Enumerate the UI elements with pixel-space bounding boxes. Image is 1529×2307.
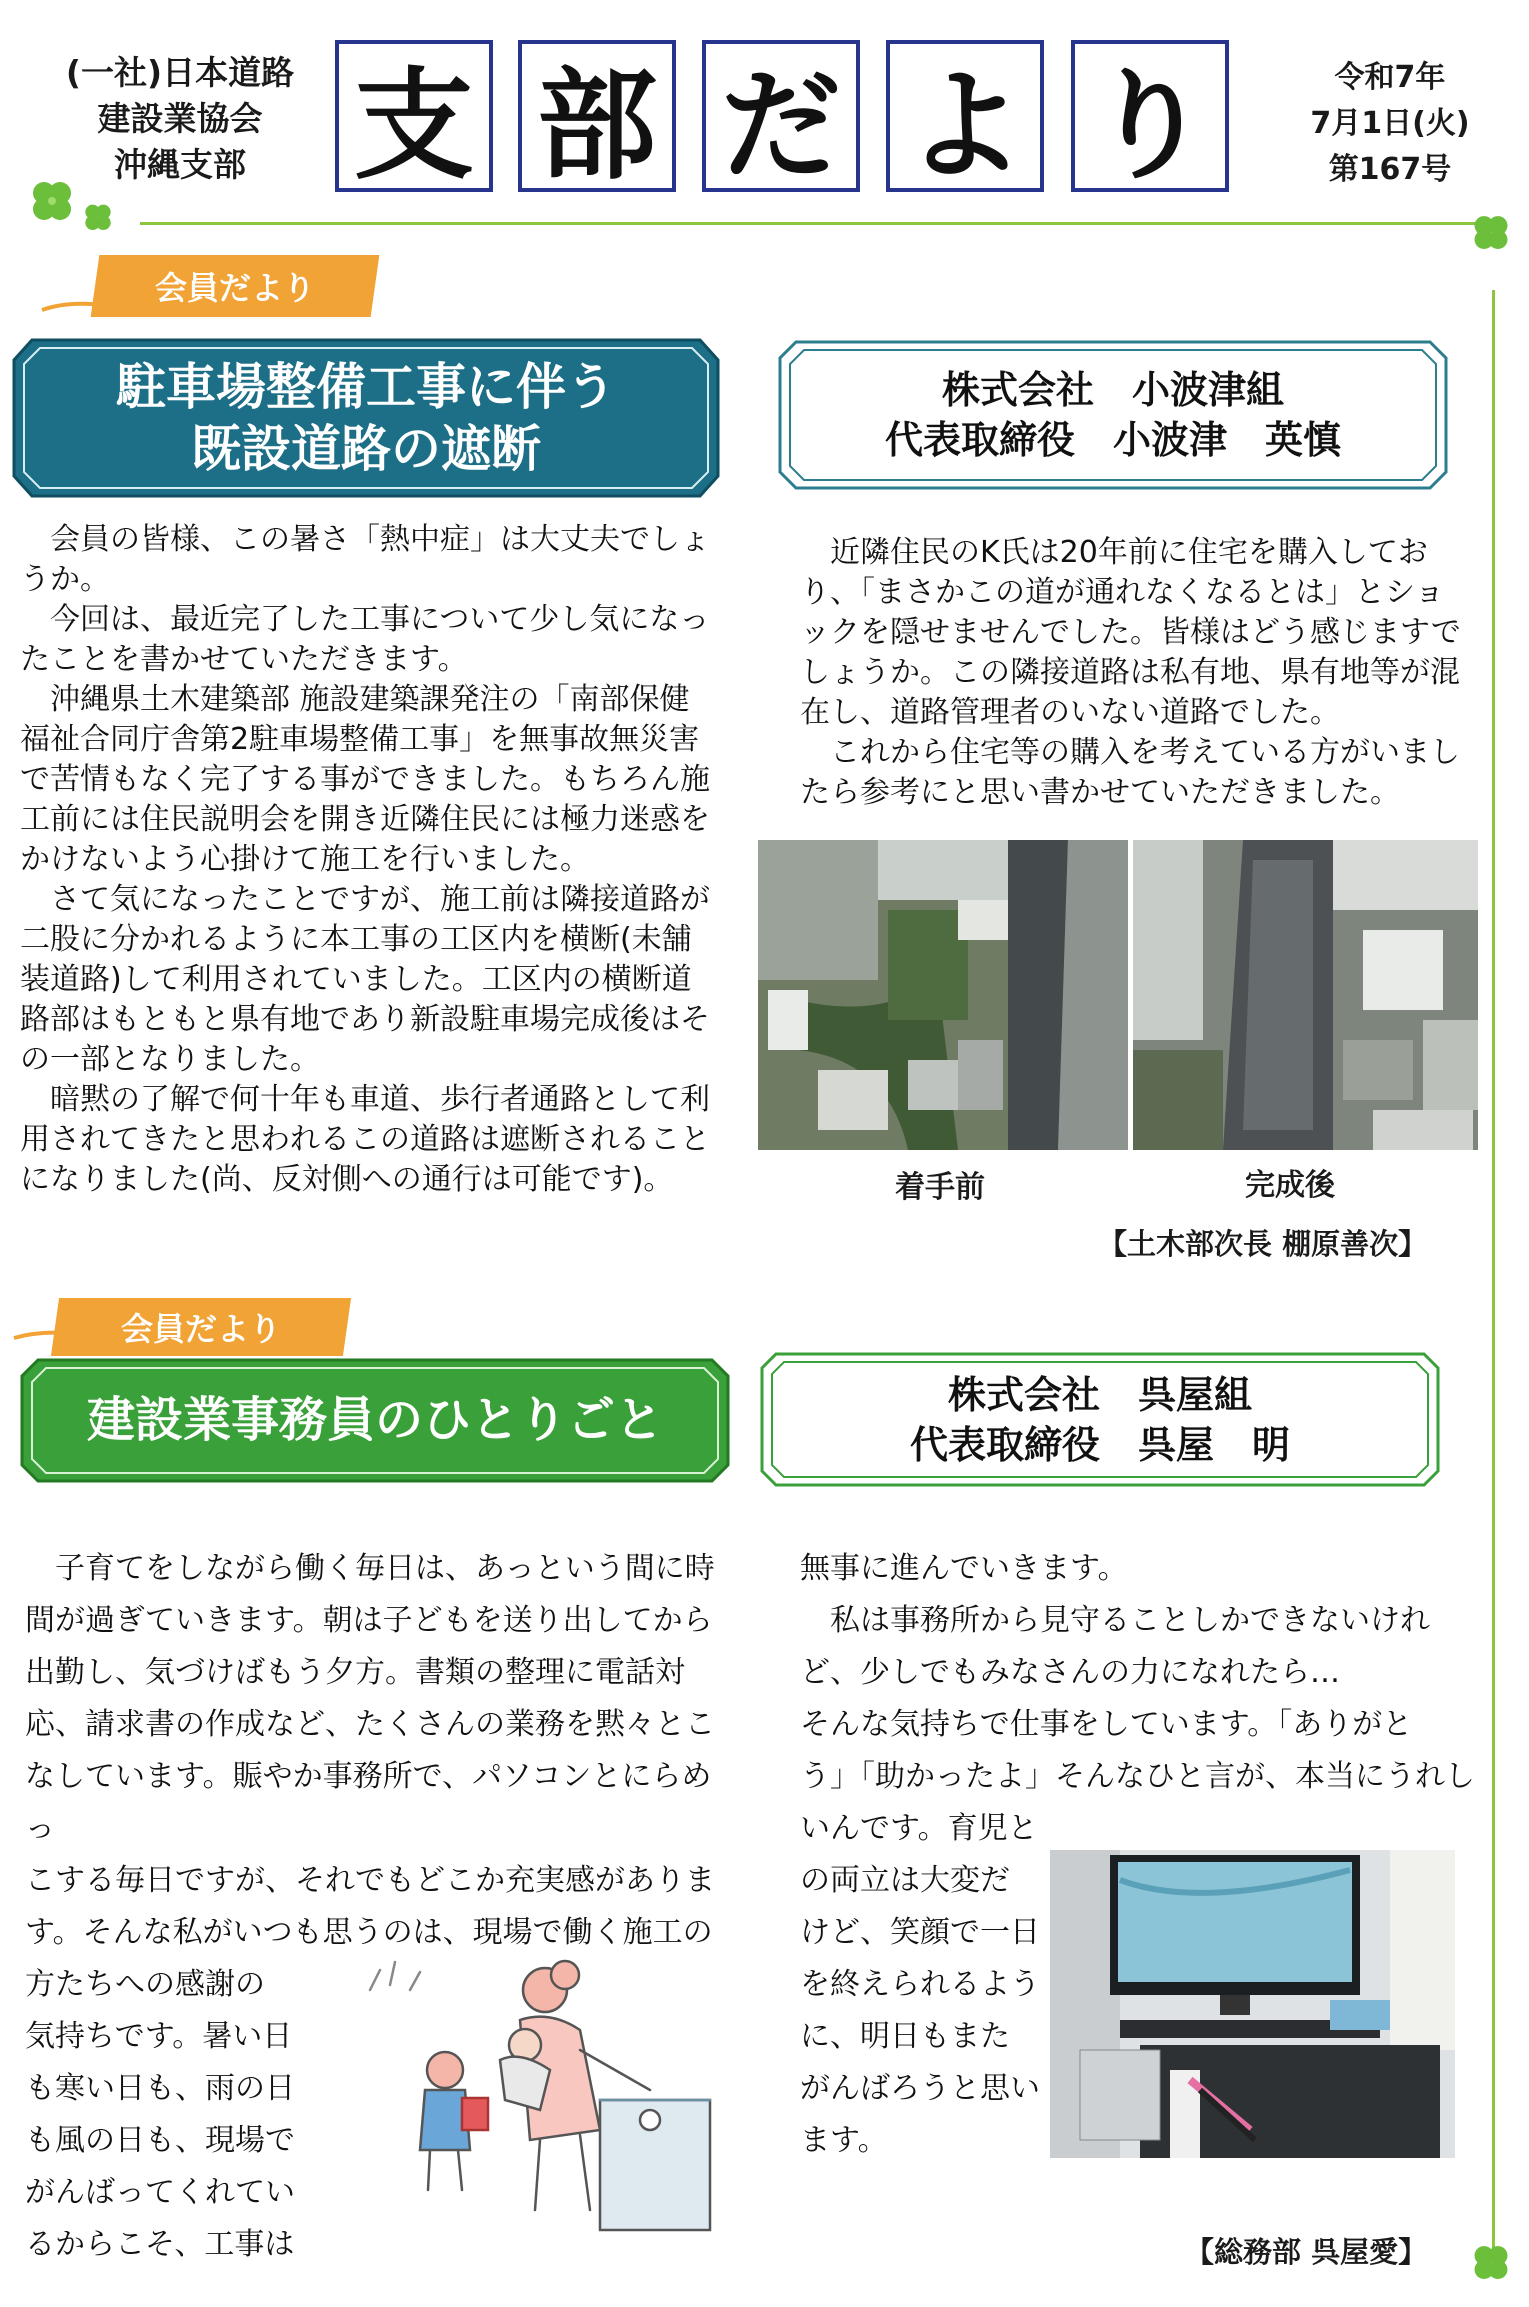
paragraph: さて気になったことですが、施工前は隣接道路が二股に分かれるように本工事の工区内を横断(未舗装道路)して利用されていました。工区内の横断道路部はもともと県有地であり新設駐車場完成後はその一部となりました。 (20, 882, 710, 1077)
text-line: そんな気持ちで仕事をしています。「ありがと (800, 1707, 1413, 1742)
date-day: 7月1日(火) (1310, 106, 1470, 141)
text-line: 気持ちです。暑い日 (25, 2019, 293, 2054)
organization-name (40, 50, 320, 188)
text-line: も風の日も、現場で (25, 2123, 295, 2158)
text-line: に、明日もまた (800, 2019, 1010, 2054)
text-line: う」「助かったよ」そんなひと言が、本当にうれし (800, 1759, 1475, 1794)
text-line: の両立は大変だ (800, 1863, 1010, 1898)
org-line-3: 沖縄支部 (114, 145, 246, 184)
caption-after: 完成後 (1245, 1168, 1335, 1203)
company-name: 株式会社 小波津組 (941, 368, 1284, 412)
company-representative: 代表取締役 小波津 英慎 (884, 418, 1341, 462)
aerial-photo-before (758, 840, 1128, 1150)
mother-and-children-illustration (350, 1950, 740, 2250)
text-line: 応、請求書の作成など、たくさんの業務を黙々とこ (25, 1707, 715, 1742)
text-line: 間が過ぎていきます。朝は子どもを送り出してから (25, 1603, 713, 1638)
office-desk-photo (1050, 1850, 1455, 2158)
header-divider (140, 222, 1480, 225)
member-news-ribbon: 会員だより (51, 1298, 351, 1356)
text-line: けど、笑顔で一日 (800, 1915, 1040, 1950)
text-line: なしています。賑やか事務所で、パソコンとにらめっ (25, 1759, 712, 1846)
article-title-banner (12, 338, 720, 498)
paragraph: 会員の皆様、この暑さ「熱中症」は大丈夫でしょうか。 (20, 522, 710, 597)
issue-date (1300, 55, 1480, 193)
text-line: を終えられるよう (800, 1967, 1040, 2002)
clover-icon (1465, 210, 1517, 262)
author-credit: 【土木部次長 棚原善次】 (1098, 1227, 1428, 1261)
paragraph: 暗黙の了解で何十年も車道、歩行者通路として利用されてきたと思われるこの道路は遮断されることになりました(尚、反対側への通行は可能です)。 (20, 1082, 710, 1197)
text-line: がんばってくれてい (25, 2175, 295, 2210)
member-news-ribbon: 会員だより (91, 255, 380, 317)
date-year: 令和7年 (1334, 60, 1446, 95)
text-line: こする毎日ですが、それでもどこか充実感がありま (25, 1863, 715, 1898)
paragraph: 近隣住民のK氏は20年前に住宅を購入しており、「まさかこの道が通れなくなるとは」とショックを隠せませんでした。皆様はどう感じますでしょうか。この隣接道路は私有地、県有地等が混在し、道路管理者のいない道路でした。 (800, 535, 1461, 730)
company-name-box (760, 1352, 1440, 1487)
title-char-2: 部 (518, 40, 676, 192)
text-line: も寒い日も、雨の日 (25, 2071, 295, 2106)
article-body-left (20, 520, 710, 1200)
article-body-right (800, 533, 1470, 813)
company-representative: 代表取締役 呉屋 明 (909, 1423, 1290, 1467)
text-line: 無事に進んでいきます。 (800, 1551, 1128, 1586)
author-credit: 【総務部 呉屋愛】 (1185, 2235, 1428, 2269)
clover-icon (78, 200, 118, 240)
text-line: ます。 (800, 2123, 888, 2158)
text-line: いんです。育児と (800, 1811, 1038, 1846)
text-line: がんばろうと思い (800, 2071, 1040, 2106)
text-line: 方たちへの感謝の (25, 1967, 265, 2002)
right-border-line (1492, 290, 1495, 2250)
company-name: 株式会社 呉屋組 (947, 1373, 1252, 1417)
article-title-banner (20, 1358, 730, 1483)
article-title: 建設業事務員のひとりごと (86, 1392, 663, 1448)
text-line: るからこそ、工事は (25, 2227, 295, 2262)
text-line: す。そんな私がいつも思うのは、現場で働く施工の (25, 1915, 713, 1950)
company-name-box (778, 340, 1448, 490)
title-char-5: り (1071, 40, 1229, 192)
article-title-line-1: 駐車場整備工事に伴う (116, 358, 616, 416)
article-title-line-2: 既設道路の遮断 (191, 420, 541, 478)
text-line: 出勤し、気づけばもう夕方。書類の整理に電話対 (25, 1655, 685, 1690)
title-char-4: よ (886, 40, 1044, 192)
text-line: 子育てをしながら働く毎日は、あっという間に時 (25, 1551, 715, 1586)
org-line-2: 建設業協会 (97, 99, 263, 138)
text-line: ど、少しでもみなさんの力になれたら… (800, 1655, 1340, 1690)
caption-before: 着手前 (895, 1170, 985, 1205)
paragraph: 今回は、最近完了した工事について少し気になったことを書かせていただきます。 (20, 602, 710, 677)
clover-icon (22, 175, 82, 235)
org-line-1: (一社)日本道路 (65, 53, 295, 92)
paragraph: 沖縄県土木建築部 施設建築課発注の「南部保健福祉合同庁舎第2駐車場整備工事」を無事故無災害で苦情もなく完了する事ができました。もちろん施工前には住民説明会を開き近隣住民には極力迷惑をかけないよう心掛けて施工を行いました。 (20, 682, 710, 877)
aerial-photo-after (1133, 840, 1478, 1150)
text-line: 私は事務所から見守ることしかできないけれ (800, 1603, 1430, 1638)
title-char-1: 支 (335, 40, 493, 192)
paragraph: これから住宅等の購入を考えている方がいましたら参考にと思い書かせていただきました。 (800, 735, 1460, 810)
issue-number: 第167号 (1328, 152, 1452, 187)
title-char-3: だ (702, 40, 860, 192)
clover-icon (1465, 2240, 1517, 2292)
